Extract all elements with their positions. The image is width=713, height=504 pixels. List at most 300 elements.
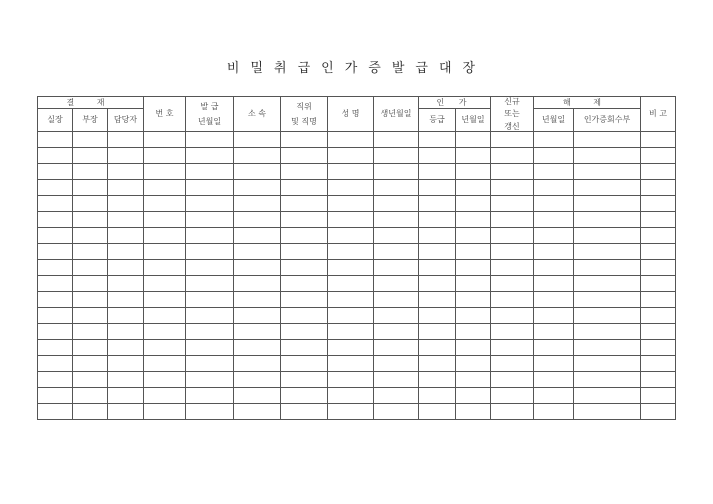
table-cell <box>328 356 374 372</box>
table-cell <box>374 388 419 404</box>
table-cell <box>491 260 534 276</box>
table-cell <box>108 260 144 276</box>
table-cell <box>374 164 419 180</box>
header-approval-chief: 실장 <box>38 109 73 132</box>
table-cell <box>641 148 676 164</box>
table-cell <box>491 292 534 308</box>
header-department: 소 속 <box>234 97 281 132</box>
table-cell <box>108 404 144 420</box>
table-cell <box>641 340 676 356</box>
table-cell <box>186 340 234 356</box>
table-row <box>38 132 676 148</box>
table-cell <box>144 324 186 340</box>
table-row <box>38 340 676 356</box>
table-cell <box>186 180 234 196</box>
table-cell <box>281 132 328 148</box>
table-cell <box>234 292 281 308</box>
table-cell <box>108 164 144 180</box>
header-issue-line1: 발 급 <box>200 101 219 111</box>
table-cell <box>491 244 534 260</box>
header-clearance: 인 가 <box>419 97 491 109</box>
table-cell <box>186 292 234 308</box>
table-cell <box>534 180 574 196</box>
table-cell <box>144 388 186 404</box>
table-cell <box>456 292 491 308</box>
table-cell <box>234 404 281 420</box>
table-cell <box>328 148 374 164</box>
table-row <box>38 356 676 372</box>
table-cell <box>641 212 676 228</box>
table-cell <box>234 196 281 212</box>
table-cell <box>38 212 73 228</box>
header-clearance-grade: 등급 <box>419 109 456 132</box>
table-cell <box>234 212 281 228</box>
table-cell <box>374 276 419 292</box>
table-cell <box>108 292 144 308</box>
table-cell <box>281 308 328 324</box>
table-cell <box>234 308 281 324</box>
table-cell <box>234 356 281 372</box>
table-cell <box>374 340 419 356</box>
table-cell <box>186 164 234 180</box>
table-cell <box>38 340 73 356</box>
table-cell <box>491 356 534 372</box>
table-cell <box>574 340 641 356</box>
table-cell <box>534 340 574 356</box>
table-cell <box>574 148 641 164</box>
table-cell <box>281 292 328 308</box>
table-cell <box>456 260 491 276</box>
table-cell <box>641 164 676 180</box>
header-revoke: 해 제 <box>534 97 641 109</box>
table-cell <box>144 212 186 228</box>
table-cell <box>456 356 491 372</box>
table-row <box>38 292 676 308</box>
table-cell <box>574 372 641 388</box>
table-cell <box>144 228 186 244</box>
table-cell <box>641 388 676 404</box>
table-row <box>38 276 676 292</box>
table-cell <box>144 356 186 372</box>
table-cell <box>186 404 234 420</box>
table-cell <box>108 148 144 164</box>
table-cell <box>419 276 456 292</box>
page-title: 비밀취급인가증발급대장 <box>226 61 487 76</box>
table-cell <box>534 372 574 388</box>
table-cell <box>281 340 328 356</box>
table-cell <box>108 244 144 260</box>
header-renewal-line3: 갱신 <box>504 121 520 131</box>
table-cell <box>328 404 374 420</box>
table-cell <box>419 164 456 180</box>
table-row <box>38 260 676 276</box>
table-cell <box>534 388 574 404</box>
table-cell <box>234 260 281 276</box>
table-cell <box>186 372 234 388</box>
table-cell <box>108 132 144 148</box>
table-cell <box>281 324 328 340</box>
table-cell <box>534 324 574 340</box>
table-cell <box>234 276 281 292</box>
table-cell <box>491 148 534 164</box>
table-cell <box>234 180 281 196</box>
table-cell <box>108 388 144 404</box>
table-cell <box>534 356 574 372</box>
table-cell <box>234 244 281 260</box>
table-cell <box>491 132 534 148</box>
table-cell <box>419 356 456 372</box>
table-cell <box>186 196 234 212</box>
table-cell <box>38 148 73 164</box>
table-cell <box>144 340 186 356</box>
table-cell <box>374 324 419 340</box>
table-cell <box>456 132 491 148</box>
table-cell <box>234 132 281 148</box>
table-cell <box>456 212 491 228</box>
table-cell <box>38 308 73 324</box>
table-cell <box>491 324 534 340</box>
table-cell <box>641 372 676 388</box>
table-cell <box>281 148 328 164</box>
table-cell <box>534 132 574 148</box>
table-cell <box>186 132 234 148</box>
table-row <box>38 196 676 212</box>
table-cell <box>73 260 108 276</box>
table-cell <box>419 340 456 356</box>
table-cell <box>374 260 419 276</box>
header-renewal-line1: 신규 <box>504 97 520 107</box>
table-cell <box>38 404 73 420</box>
table-cell <box>186 388 234 404</box>
table-cell <box>144 164 186 180</box>
table-cell <box>491 164 534 180</box>
table-cell <box>419 244 456 260</box>
table-cell <box>38 292 73 308</box>
table-cell <box>574 180 641 196</box>
table-cell <box>456 372 491 388</box>
table-row <box>38 212 676 228</box>
table-cell <box>144 292 186 308</box>
table-cell <box>38 132 73 148</box>
table-cell <box>574 276 641 292</box>
table-cell <box>641 228 676 244</box>
table-cell <box>574 196 641 212</box>
table-cell <box>374 180 419 196</box>
table-cell <box>374 196 419 212</box>
table-cell <box>73 244 108 260</box>
table-cell <box>108 212 144 228</box>
table-cell <box>419 148 456 164</box>
header-remarks: 비 고 <box>641 97 676 132</box>
table-cell <box>534 212 574 228</box>
table-cell <box>281 196 328 212</box>
table-cell <box>419 212 456 228</box>
table-cell <box>574 212 641 228</box>
table-cell <box>641 404 676 420</box>
table-cell <box>144 372 186 388</box>
table-cell <box>534 164 574 180</box>
table-row <box>38 308 676 324</box>
table-cell <box>281 212 328 228</box>
table-cell <box>144 260 186 276</box>
table-cell <box>574 388 641 404</box>
table-cell <box>456 244 491 260</box>
table-cell <box>641 324 676 340</box>
table-cell <box>234 164 281 180</box>
table-cell <box>534 196 574 212</box>
table-cell <box>641 180 676 196</box>
table-cell <box>73 132 108 148</box>
table-cell <box>374 148 419 164</box>
table-cell <box>38 356 73 372</box>
table-cell <box>186 148 234 164</box>
table-cell <box>328 196 374 212</box>
table-cell <box>108 340 144 356</box>
table-cell <box>574 164 641 180</box>
table-cell <box>108 276 144 292</box>
table-cell <box>419 388 456 404</box>
table-cell <box>491 196 534 212</box>
table-cell <box>374 308 419 324</box>
table-cell <box>574 308 641 324</box>
table-cell <box>574 404 641 420</box>
table-row <box>38 388 676 404</box>
table-cell <box>374 292 419 308</box>
table-cell <box>534 308 574 324</box>
table-cell <box>186 260 234 276</box>
table-cell <box>73 356 108 372</box>
header-position-line2: 및 직명 <box>291 117 317 126</box>
table-row <box>38 228 676 244</box>
table-cell <box>281 244 328 260</box>
table-cell <box>144 196 186 212</box>
table-cell <box>281 404 328 420</box>
table-cell <box>419 228 456 244</box>
table-cell <box>641 132 676 148</box>
table-cell <box>328 308 374 324</box>
header-approval-staff: 담당자 <box>108 109 144 132</box>
table-cell <box>534 228 574 244</box>
table-cell <box>456 340 491 356</box>
table-cell <box>108 324 144 340</box>
table-cell <box>281 356 328 372</box>
table-cell <box>574 132 641 148</box>
table-cell <box>374 372 419 388</box>
table-cell <box>281 260 328 276</box>
table-cell <box>38 164 73 180</box>
table-cell <box>186 308 234 324</box>
header-revoke-return: 인가증회수부 <box>574 109 641 132</box>
table-cell <box>73 164 108 180</box>
table-cell <box>456 228 491 244</box>
table-cell <box>641 196 676 212</box>
table-cell <box>108 372 144 388</box>
table-cell <box>328 180 374 196</box>
table-cell <box>419 372 456 388</box>
table-cell <box>574 356 641 372</box>
table-cell <box>108 308 144 324</box>
table-cell <box>38 388 73 404</box>
table-cell <box>186 212 234 228</box>
table-cell <box>234 148 281 164</box>
table-cell <box>491 372 534 388</box>
table-row <box>38 324 676 340</box>
header-number: 번 호 <box>144 97 186 132</box>
table-cell <box>38 260 73 276</box>
header-approval: 결 재 <box>38 97 144 109</box>
table-cell <box>38 244 73 260</box>
table-cell <box>186 228 234 244</box>
table-cell <box>144 404 186 420</box>
table-cell <box>419 260 456 276</box>
header-birthdate: 생년월일 <box>374 97 419 132</box>
table-cell <box>456 148 491 164</box>
table-cell <box>374 212 419 228</box>
table-cell <box>419 292 456 308</box>
table-cell <box>328 388 374 404</box>
table-cell <box>234 228 281 244</box>
table-cell <box>281 180 328 196</box>
table-cell <box>456 196 491 212</box>
table-cell <box>456 324 491 340</box>
table-cell <box>108 228 144 244</box>
table-cell <box>374 404 419 420</box>
table-cell <box>73 308 108 324</box>
table-cell <box>641 260 676 276</box>
table-cell <box>328 260 374 276</box>
table-cell <box>38 180 73 196</box>
header-revoke-date: 년월일 <box>534 109 574 132</box>
table-cell <box>491 308 534 324</box>
table-cell <box>491 340 534 356</box>
table-cell <box>328 340 374 356</box>
table-cell <box>491 276 534 292</box>
table-cell <box>108 196 144 212</box>
header-issue-line2: 년월일 <box>197 117 222 126</box>
table-cell <box>281 388 328 404</box>
table-cell <box>73 388 108 404</box>
table-cell <box>456 276 491 292</box>
table-cell <box>38 228 73 244</box>
table-cell <box>186 276 234 292</box>
table-cell <box>374 356 419 372</box>
table-cell <box>73 276 108 292</box>
table-cell <box>534 244 574 260</box>
table-cell <box>281 276 328 292</box>
table-cell <box>234 324 281 340</box>
table-cell <box>491 388 534 404</box>
table-cell <box>328 164 374 180</box>
table-cell <box>419 324 456 340</box>
table-cell <box>73 292 108 308</box>
table-cell <box>574 228 641 244</box>
header-renewal <box>491 97 534 132</box>
table-cell <box>419 180 456 196</box>
table-cell <box>108 356 144 372</box>
table-cell <box>534 148 574 164</box>
table-cell <box>108 180 144 196</box>
header-approval-director: 부장 <box>73 109 108 132</box>
table-cell <box>328 292 374 308</box>
table-cell <box>419 404 456 420</box>
table-cell <box>186 356 234 372</box>
table-cell <box>73 148 108 164</box>
table-row <box>38 148 676 164</box>
table-cell <box>491 180 534 196</box>
table-cell <box>38 372 73 388</box>
table-cell <box>534 404 574 420</box>
table-cell <box>38 196 73 212</box>
table-cell <box>144 244 186 260</box>
table-cell <box>73 404 108 420</box>
header-issue-date <box>186 97 234 132</box>
table-cell <box>73 180 108 196</box>
header-renewal-line2: 또는 <box>504 109 520 119</box>
table-cell <box>234 372 281 388</box>
table-cell <box>641 292 676 308</box>
table-cell <box>641 276 676 292</box>
table-cell <box>374 244 419 260</box>
table-cell <box>328 324 374 340</box>
table-cell <box>574 324 641 340</box>
table-cell <box>534 260 574 276</box>
table-cell <box>419 308 456 324</box>
table-cell <box>281 372 328 388</box>
header-name: 성 명 <box>328 97 374 132</box>
table-cell <box>144 308 186 324</box>
table-cell <box>641 308 676 324</box>
table-cell <box>328 276 374 292</box>
table-cell <box>234 340 281 356</box>
table-cell <box>456 180 491 196</box>
table-cell <box>491 404 534 420</box>
table-cell <box>419 196 456 212</box>
table-cell <box>186 324 234 340</box>
table-cell <box>456 308 491 324</box>
table-cell <box>328 212 374 228</box>
table-cell <box>73 340 108 356</box>
table-cell <box>144 180 186 196</box>
table-cell <box>73 372 108 388</box>
table-cell <box>456 388 491 404</box>
table-cell <box>641 244 676 260</box>
table-cell <box>144 148 186 164</box>
table-cell <box>328 244 374 260</box>
table-cell <box>144 276 186 292</box>
table-cell <box>73 228 108 244</box>
header-clearance-date: 년월일 <box>456 109 491 132</box>
table-row <box>38 404 676 420</box>
table-cell <box>534 292 574 308</box>
issuance-ledger-table <box>37 96 676 420</box>
table-cell <box>73 324 108 340</box>
table-cell <box>328 372 374 388</box>
table-row <box>38 164 676 180</box>
table-cell <box>234 388 281 404</box>
table-cell <box>186 244 234 260</box>
table-cell <box>456 164 491 180</box>
table-cell <box>328 132 374 148</box>
table-cell <box>574 244 641 260</box>
table-cell <box>419 132 456 148</box>
table-cell <box>144 132 186 148</box>
table-cell <box>491 212 534 228</box>
table-cell <box>574 260 641 276</box>
table-cell <box>374 132 419 148</box>
table-cell <box>328 228 374 244</box>
header-position <box>281 97 328 132</box>
table-cell <box>641 356 676 372</box>
